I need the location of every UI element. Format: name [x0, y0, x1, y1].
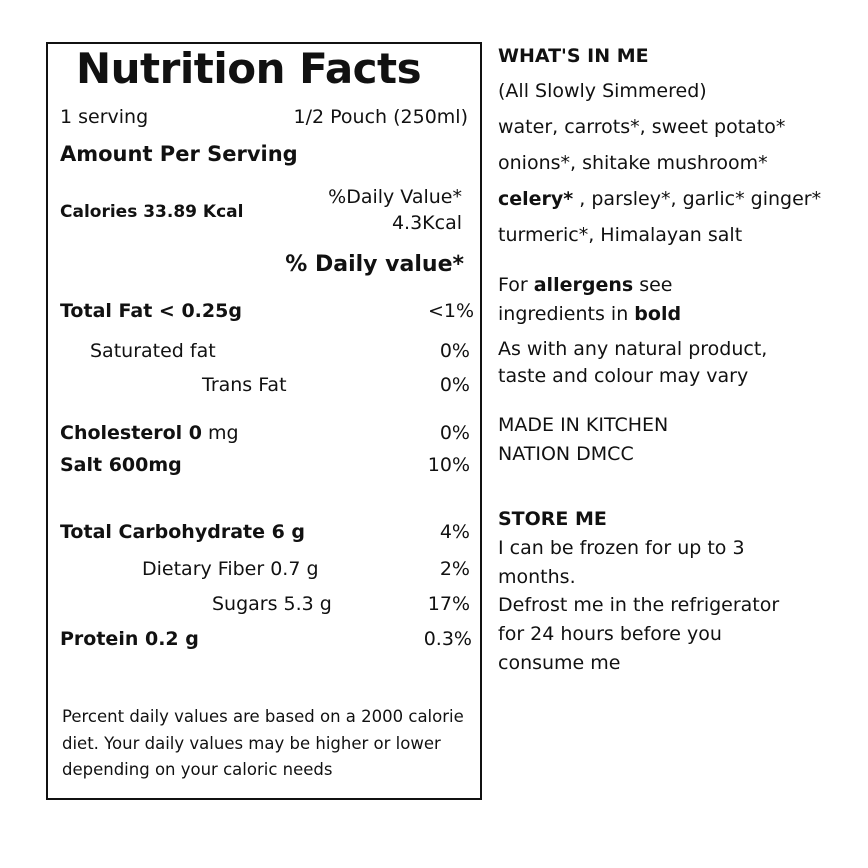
nutrient-sugars: Sugars 5.3 g: [212, 593, 332, 615]
maker-line-2: NATION DMCC: [498, 443, 634, 465]
natural-product-note-line-2: taste and colour may vary: [498, 365, 749, 387]
maker-line-1: MADE IN KITCHEN: [498, 414, 669, 436]
daily-value-kcal: 4.3Kcal: [391, 212, 462, 234]
storage-line-5: consume me: [498, 652, 621, 674]
serving-size: 1/2 Pouch (250ml): [293, 106, 468, 128]
nutrient-trans-fat-pct: 0%: [439, 374, 470, 396]
serving-label: 1 serving: [60, 106, 149, 128]
nutrient-dietary-fiber-pct: 2%: [439, 558, 470, 580]
nutrient-trans-fat: Trans Fat: [202, 374, 287, 396]
nutrition-facts-panel: [46, 42, 482, 800]
ingredients-heading: WHAT'S IN ME: [498, 45, 649, 67]
natural-product-note-line-1: As with any natural product,: [498, 338, 768, 360]
nutrient-salt-pct: 10%: [427, 454, 470, 476]
nutrient-protein-pct: 0.3%: [423, 628, 472, 650]
nutrient-cholesterol-pct: 0%: [439, 422, 470, 444]
ingredients-line-3: onions*, shitake mushroom*: [498, 152, 768, 174]
nutrient-protein: Protein 0.2 g: [60, 628, 199, 650]
storage-line-1: I can be frozen for up to 3: [498, 537, 745, 559]
storage-heading: STORE ME: [498, 508, 607, 530]
ingredients-line-1: (All Slowly Simmered): [498, 80, 707, 102]
nutrient-total-carbohydrate-pct: 4%: [439, 521, 470, 543]
nutrient-saturated-fat: Saturated fat: [90, 340, 216, 362]
allergens-note-line-1: For allergens see: [498, 274, 673, 296]
storage-line-3: Defrost me in the refrigerator: [498, 594, 780, 616]
amount-per-serving: Amount Per Serving: [60, 142, 298, 166]
footnote: Percent daily values are based on a 2000 calorie diet. Your daily values may be higher or lower depending on your caloric needs: [62, 707, 464, 779]
calories: Calories 33.89 Kcal: [60, 202, 244, 222]
ingredients-line-5: turmeric*, Himalayan salt: [498, 224, 743, 246]
nutrient-total-fat: Total Fat < 0.25g: [60, 300, 242, 322]
nutrient-cholesterol: Cholesterol 0 mg: [60, 422, 239, 444]
nutrient-total-fat-pct: <1%: [427, 300, 474, 322]
storage-line-4: for 24 hours before you: [498, 623, 722, 645]
nutrient-sugars-pct: 17%: [427, 593, 470, 615]
nutrient-dietary-fiber: Dietary Fiber 0.7 g: [142, 558, 319, 580]
ingredients-line-2: water, carrots*, sweet potato*: [498, 116, 786, 138]
nutrient-total-carbohydrate: Total Carbohydrate 6 g: [60, 521, 306, 543]
nutrient-saturated-fat-pct: 0%: [439, 340, 470, 362]
allergens-note-line-2: ingredients in bold: [498, 303, 682, 325]
allergen-celery: celery*: [498, 188, 574, 210]
ingredients-line-4: celery* , parsley*, garlic* ginger*: [498, 188, 822, 210]
daily-value-heading: % Daily value*: [285, 252, 464, 277]
nutrient-salt: Salt 600mg: [60, 454, 182, 476]
nutrition-title: Nutrition Facts: [76, 44, 422, 93]
storage-line-2: months.: [498, 566, 576, 588]
daily-value-label: %Daily Value*: [328, 186, 462, 208]
